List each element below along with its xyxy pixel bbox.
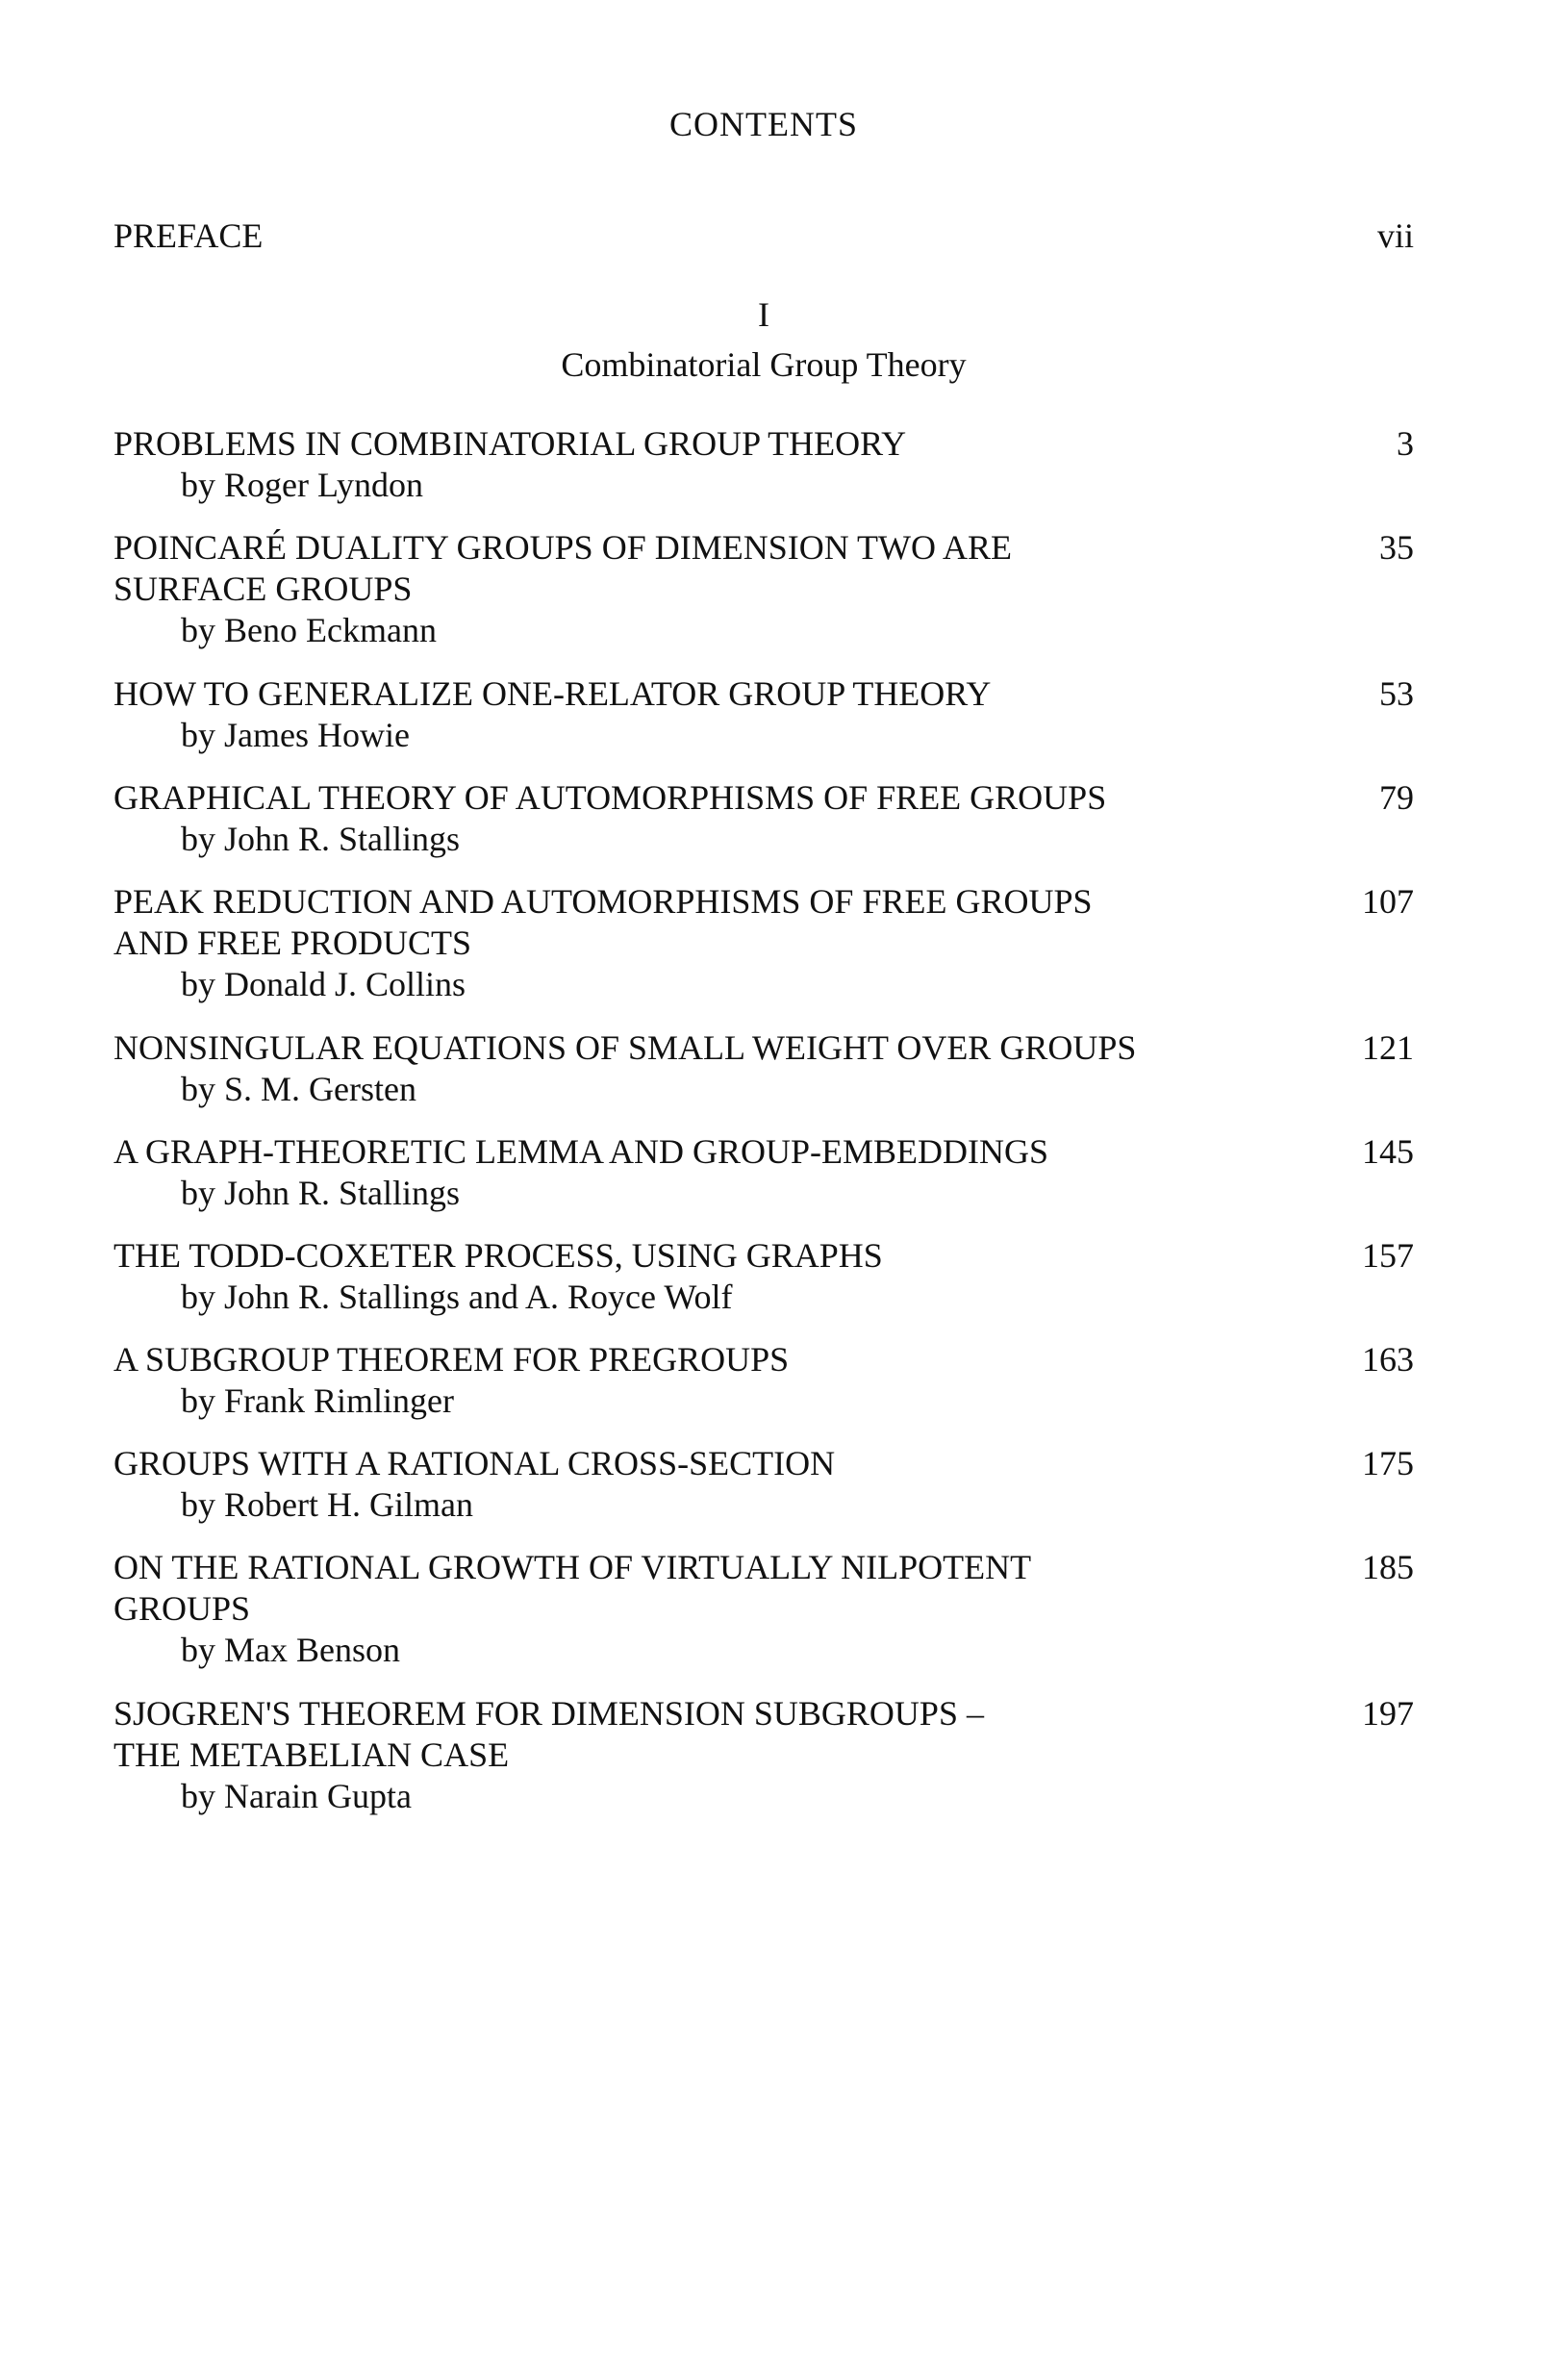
toc-entry[interactable] xyxy=(113,673,1414,756)
entry-title: A GRAPH-THEORETIC LEMMA AND GROUP-EMBEDDINGS xyxy=(113,1132,1049,1171)
entry-author: by James Howie xyxy=(181,716,410,754)
toc-entry[interactable] xyxy=(113,1339,1414,1422)
toc-entry[interactable] xyxy=(113,1443,1414,1526)
toc-entry[interactable] xyxy=(113,1547,1414,1671)
entry-page-number: 53 xyxy=(1379,674,1414,713)
entry-page-number: 175 xyxy=(1362,1444,1414,1482)
entry-page-number: 157 xyxy=(1362,1236,1414,1275)
entry-title: HOW TO GENERALIZE ONE-RELATOR GROUP THEORY xyxy=(113,674,992,713)
entry-title: THE TODD-COXETER PROCESS, USING GRAPHS xyxy=(113,1236,883,1275)
entry-page-number: 163 xyxy=(1362,1340,1414,1379)
entry-page-number: 121 xyxy=(1362,1028,1414,1067)
entry-author: by Frank Rimlinger xyxy=(181,1381,454,1420)
entry-page-number: 107 xyxy=(1362,882,1414,921)
entry-author: by Donald J. Collins xyxy=(181,965,466,1003)
entry-title: GRAPHICAL THEORY OF AUTOMORPHISMS OF FREE GROUPS xyxy=(113,778,1107,817)
toc-entry[interactable] xyxy=(113,1693,1414,1817)
entry-title: PROBLEMS IN COMBINATORIAL GROUP THEORY xyxy=(113,424,907,463)
entry-title: PEAK REDUCTION AND AUTOMORPHISMS OF FREE GROUPS AND FREE PRODUCTS xyxy=(113,882,1093,962)
toc-entry[interactable] xyxy=(113,423,1414,506)
entry-author: by S. M. Gersten xyxy=(181,1070,416,1108)
entry-page-number: 185 xyxy=(1362,1548,1414,1586)
entry-page-number: 145 xyxy=(1362,1132,1414,1171)
entry-author: by John R. Stallings xyxy=(181,1174,461,1212)
toc-entry[interactable] xyxy=(113,1027,1414,1110)
toc-entry[interactable] xyxy=(113,777,1414,860)
entry-author: by Roger Lyndon xyxy=(181,466,423,504)
toc-entry[interactable] xyxy=(113,881,1414,1005)
entry-page-number: 197 xyxy=(1362,1694,1414,1733)
entry-title: GROUPS WITH A RATIONAL CROSS-SECTION xyxy=(113,1444,836,1482)
entry-title: ON THE RATIONAL GROWTH OF VIRTUALLY NILPOTENT GROUPS xyxy=(113,1548,1032,1628)
entry-title: POINCARÉ DUALITY GROUPS OF DIMENSION TWO ARE SURFACE GROUPS xyxy=(113,528,1013,608)
preface-row[interactable] xyxy=(113,215,1414,257)
toc-entry[interactable] xyxy=(113,1131,1414,1214)
preface-page-number: vii xyxy=(1376,216,1414,255)
toc-entry[interactable] xyxy=(113,527,1414,651)
entry-page-number: 79 xyxy=(1379,778,1414,817)
preface-title: PREFACE xyxy=(113,216,264,255)
part-number: I xyxy=(758,295,769,334)
entry-page-number: 3 xyxy=(1397,424,1414,463)
toc-entry[interactable] xyxy=(113,1235,1414,1318)
entry-author: by John R. Stallings and A. Royce Wolf xyxy=(181,1278,733,1316)
entry-author: by Beno Eckmann xyxy=(181,611,437,649)
entry-author: by John R. Stallings xyxy=(181,820,461,858)
entry-title: NONSINGULAR EQUATIONS OF SMALL WEIGHT OVER GROUPS xyxy=(113,1028,1137,1067)
contents-heading: CONTENTS xyxy=(669,105,858,143)
entry-title: A SUBGROUP THEOREM FOR PREGROUPS xyxy=(113,1340,790,1379)
entry-author: by Max Benson xyxy=(181,1631,400,1669)
entry-author: by Narain Gupta xyxy=(181,1777,412,1815)
entry-page-number: 35 xyxy=(1379,528,1414,567)
entry-author: by Robert H. Gilman xyxy=(181,1485,473,1524)
part-title: Combinatorial Group Theory xyxy=(561,345,967,384)
contents-page xyxy=(113,0,1414,2380)
entry-title: SJOGREN'S THEOREM FOR DIMENSION SUBGROUPS – THE METABELIAN CASE xyxy=(113,1694,984,1774)
